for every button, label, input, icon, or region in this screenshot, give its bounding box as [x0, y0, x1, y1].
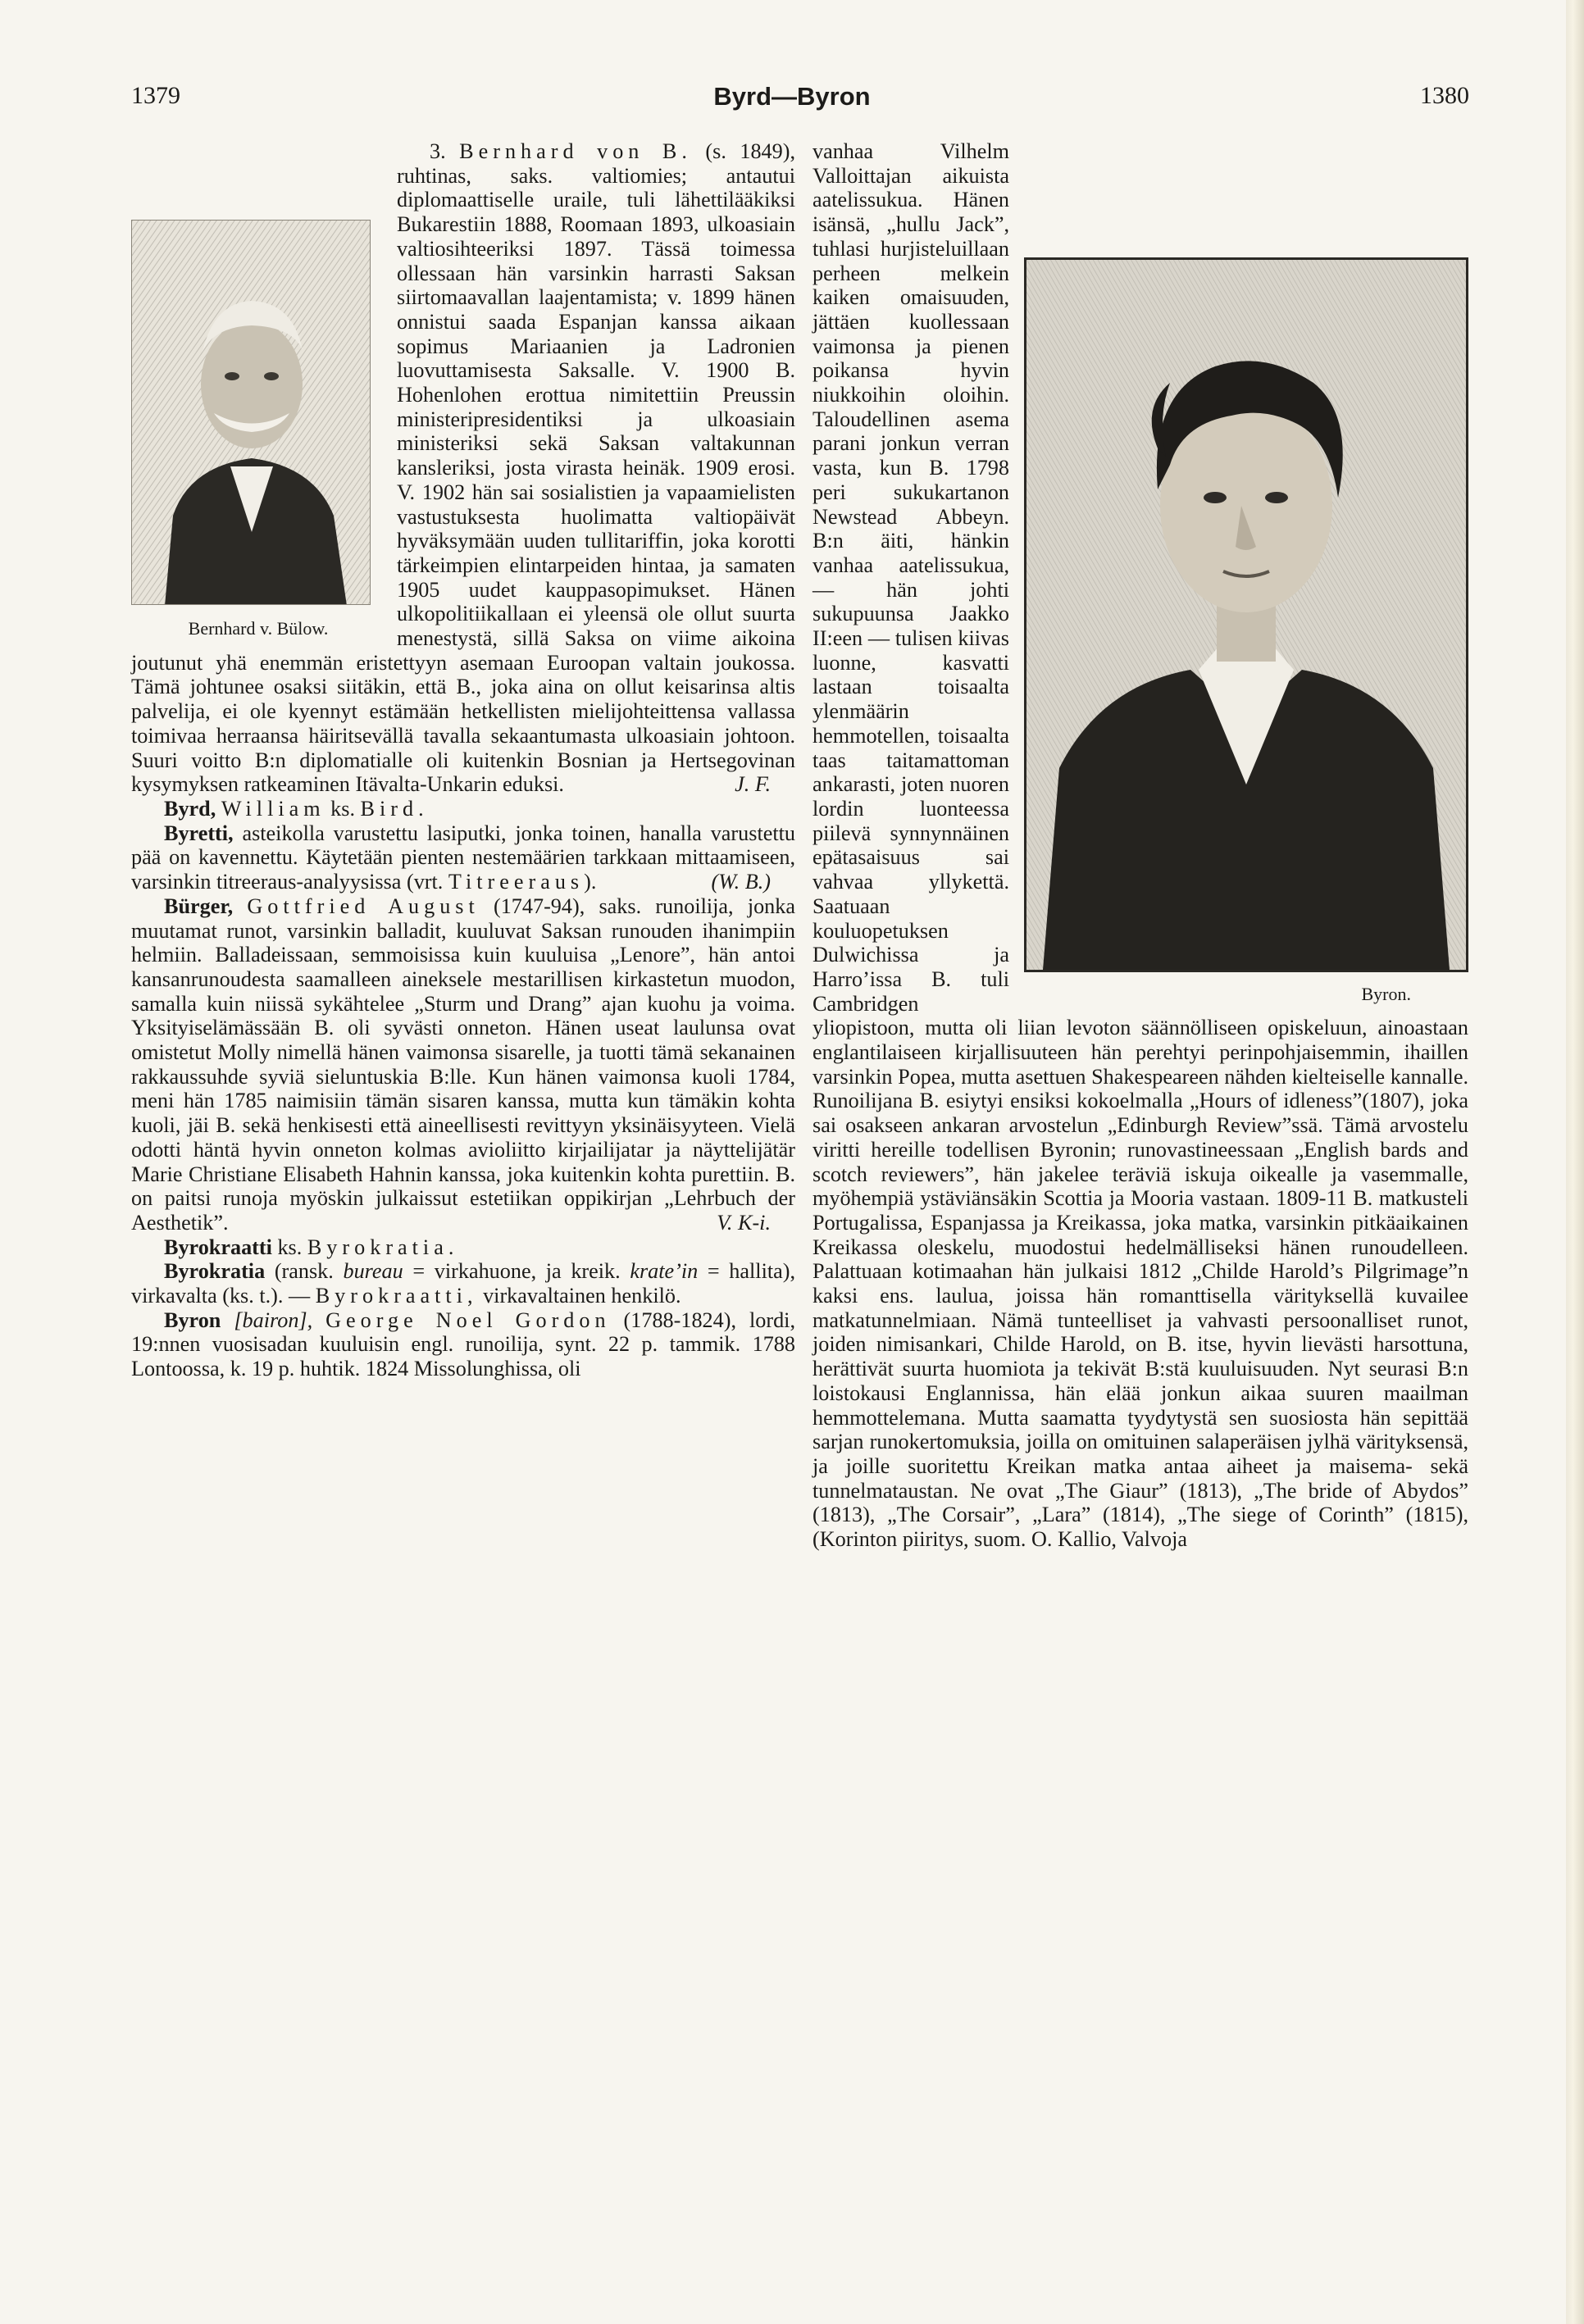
- entry-byron: Byron [bairon], George Noel Gordon (1788-1824), lordi, 19:nnen vuosisadan kuuluisin engl. runoilija, synt. 22 p. tammik. 1788 Lontoossa, k. 19 p. huhtik. 1824 Missolunghissa, oli: [131, 1308, 795, 1381]
- byron-entry-continued: vanhaa Vilhelm Valloittajan aikuista aatelissukua. Hänen isänsä, „hullu Jack”, tuhlasi hurjisteluillaan perheen melkein kaiken omaisuuden, jättäen kuollessaan vaimonsa ja pienen poikansa hyvin niukkoihin oloihin. Taloudellinen asema parani jonkun verran vasta, kun B. 1798 peri sukukartanon Newstead Abbeyn. B:n äiti, hänkin vanhaa aatelissukua, — hän johti sukupuunsa Jaakko II:een — tulisen kiivas luonne, kasvatti lastaan toisaalta ylenmäärin hemmotellen, toisaalta taas taitamattoman ankarasti, joten nuoren lordin luonteessa piilevä synnynnäinen epätasaisuus sai vahvaa yllykettä. Saatuaan kouluopetuksen Dulwichissa ja Harro’issa B. tuli Cambridgen yliopistoon, mutta oli liian levoton säännölliseen opiskeluun, ainoastaan englantilaiseen kirjallisuuteen hän perehtyi perinpohjaisemmin, ihaillen varsinkin Popea, mutta asettuen Shakespeareen nähden kielteiselle kannalle. Runoilijana B. esiytyi ensiksi kokoelmalla „Hours of idleness”(1807), joka sai osakseen ankaran arvostelun „Edinburgh Review”ssä. Tämä arvostelu viritti hereille todellisen Byronin; runovastineessaan „English bards and scotch reviewers”, hän jakelee teräviä iskuja oikealle ja vasemmalle, myöhempiä ystäviänsäkin Scottia ja Mooria vastaan. 1809-11 B. matkusteli Portugalissa, Espanjassa ja Kreikassa, joka matka, varsinkin pitkäaikainen Kreikassa oleskelu, muodostui hedelmälliseksi hänen runoudelleen. Palattuaan kotimaahan hän julkaisi 1812 „Childe Harold’s Pilgrimage”n kaksi ens. laulua, joissa hän romanttisella värityksellä kuvailee matkatunnelmiaan. Nämä tunteelliset ja vahvasti persoonalliset runot, joiden nimisankari, Childe Harold, on B. itse, hyvin lievästi harsottuna, herättivät suurta huomiota ja tekivät B:stä kuuluisuuden. Nyt seurasi B:n loistokausi Englannissa, hän elää jonkun aikaa suuren maailman hemmottelemana. Mutta saamatta tyydytystä sen suosiosta hän sepittää sarjan runokertomuksia, joilla on omituinen salaperäisen jylhä värityksensä, ja joille suoritettu Kreikan matka antaa aiheet ja maisema- sekä tunnelmataustan. Ne ovat „The Giaur” (1813), „The bride of Abydos” (1813), „The Corsair”, „Lara” (1814), „The siege of Corinth” (1815), (Korinton piiritys, suom. O. Kallio, Valvoja: [812, 139, 1468, 1552]
- bulow-caption: Bernhard v. Bülow.: [188, 618, 329, 639]
- page-running-title: Byrd—Byron: [713, 82, 871, 111]
- bulow-figure: [131, 139, 385, 649]
- entry-bulow: 3. Bernhard von B. (s. 1849), ruhtinas, saks. valtiomies; antautui diplomaattiselle uraile, tuli lähettilääkiksi Bukarestiin 1888, Roomaan 1893, ulkoasiain valtiosihteeriksi 1897. Tässä toimessa ollessaan hän varsinkin harrasti Saksan siirtomaavallan laajentamista; v. 1899 hänen onnistui saada Espanjan kanssa aikaan sopimus Mariaanien ja Ladronien luovuttamisesta Saksalle. V. 1900 B. Hohenlohen erottua nimitettiin Preussin ministeripresidentiksi ja ulkoasiain ministeriksi sekä Saksan valtakunnan kansleriksi, josta virasta heinäk. 1909 erosi. V. 1902 hän sai sosialistien ja vapaamielisten vastustuksesta huolimatta valtiopäivät hyväksymään uuden tullitariffin, joka korotti tärkeimpien elintarpeiden hintaa, ja samaten 1905 uudet kauppasopimukset. Hänen ulkopolitiikallaan ei yleensä ole ollut suurta menestystä, sillä Saksa on viime aikoina joutunut yhä enemmän eristettyyn asemaan Euroopan valtain joukossa. Tämä johtunee osaksi siitäkin, että B., joka aina on ollut keisarinsa altis palvelija, ei ole kyennyt estämään hetkellisten mielijohteittensa vallassa toimivaa herraansa häiritsevällä tavalla sekaantumasta ulkoasiain johtoon. Suuri voitto B:n diplomatialle oli kuitenkin Bosnian ja Hertsegovinan kysymyksen ratkeaminen Itävalta-Unkarin eduksi. J. F.: [131, 139, 796, 797]
- byron-portrait-image: [1024, 257, 1468, 972]
- byron-figure: [1024, 139, 1468, 1004]
- entry-byrd: Byrd, William ks. Bird.: [164, 796, 429, 821]
- entry-burger: Bürger, Gottfried August (1747-94), saks. runoilija, jonka muutamat runot, varsinkin balladit, kuuluvat Saksan runouden ihanimpiin helmiin. Balladeissaan, semmoisissa kuin kuuluisa „Lenore”, hän antoi kansanrunoudesta saamalleen aineksele mestarillisen kirkastetun muodon, samalla kuin niissä sykähtelee „Sturm und Drang” ajan kuohu ja voima. Yksityiselämässään B. oli syvästi onneton. Hänen useat laulunsa ovat omistetut Molly nimellä hänen vaimonsa sisarelle, ja tuotti tämä sekanainen rakkaussuhde syviä sieluntuskia B:lle. Kun hänen vaimonsa kuoli 1784, meni hän 1785 naimisiin tämän sisaren kanssa, mutta kun tämäkin kohta kuoli, jäi B. sekä henkisesti että aineellisesti revittyyn yksinäisyyteen. Vielä odotti häntä hyvin onneton kolmas avioliitto kirjailijatar ja näyttelijätär Marie Christiane Elisabeth Hahnin kanssa, joka kuitenkin kohta purettiin. B. on paitsi runoja myöskin julkaissut estetiikan oppikirjan „Lehrbuch der Aesthetik”. V. K-i.: [131, 894, 795, 1235]
- byron-caption: Byron.: [1361, 984, 1411, 1004]
- entry-byrokraatti: Byrokraatti ks. Byrokratia.: [164, 1235, 459, 1259]
- entry-byrokratia: Byrokratia (ransk. bureau = virkahuone, ja kreik. krate’in = hallita), virkavalta (ks. t.). — Byrokraatti, virkavaltainen henkilö.: [131, 1259, 796, 1308]
- entry-byretti: Byretti, asteikolla varustettu lasiputki, jonka toinen, hanalla varustettu pää on kavennettu. Käytetään pienten nestemäärien tarkkaan mittaamiseen, varsinkin titreeraus-analyysissa (vrt. Titreeraus). (W. B.): [131, 821, 795, 894]
- bulow-portrait-image: [131, 220, 371, 605]
- right-column: [812, 139, 1468, 1552]
- right-page-number: 1380: [1420, 82, 1469, 109]
- left-page-number: 1379: [131, 82, 180, 109]
- page-edge: [1566, 0, 1584, 2324]
- left-column: [131, 139, 795, 1381]
